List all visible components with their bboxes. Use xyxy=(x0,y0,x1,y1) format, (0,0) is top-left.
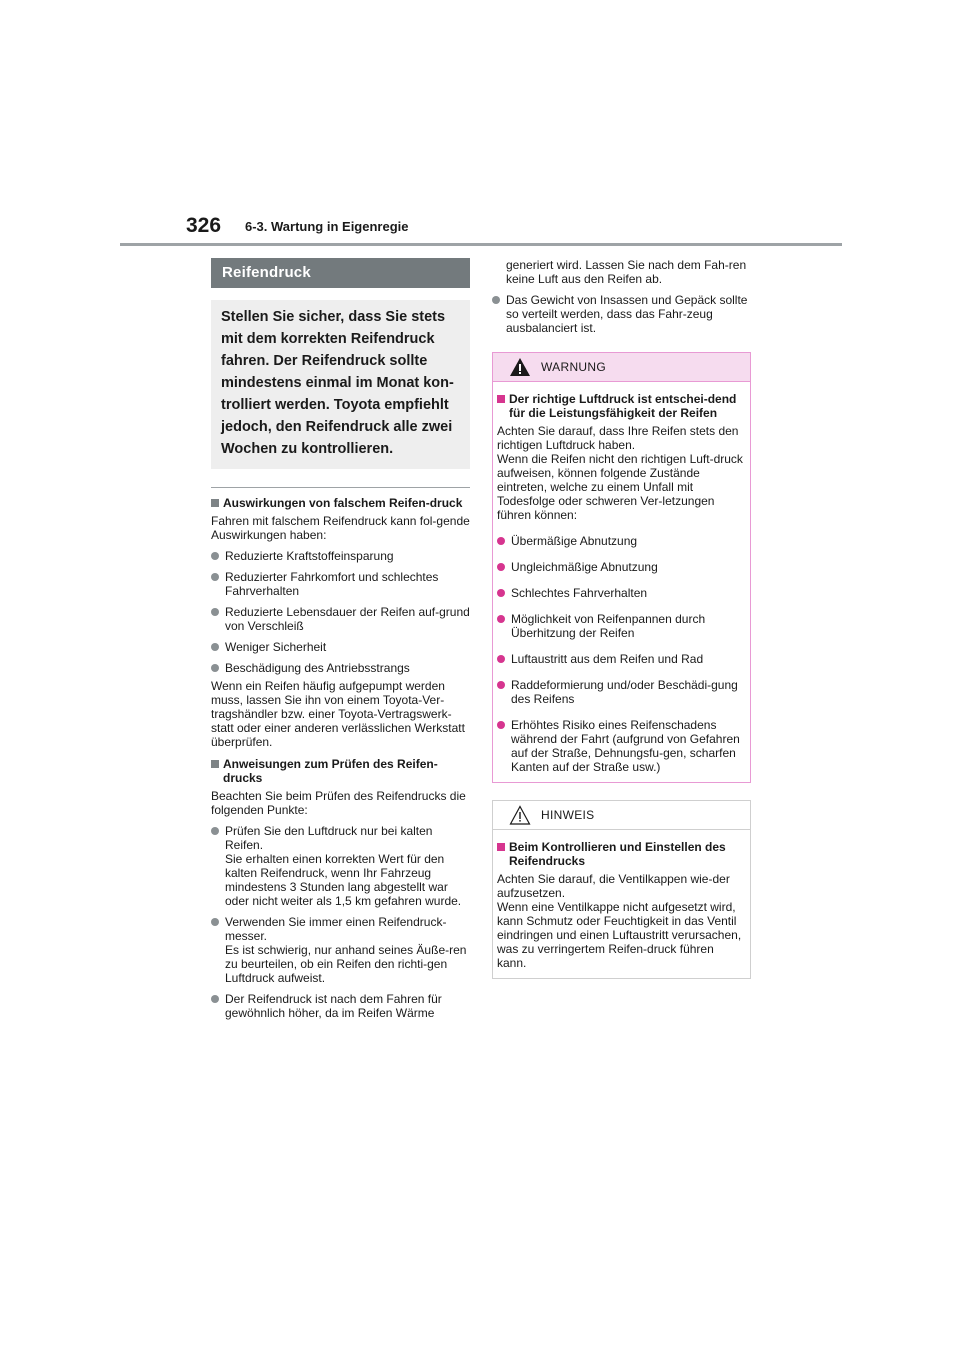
warning-triangle-icon xyxy=(509,357,531,382)
list-item xyxy=(211,605,470,633)
caution-triangle-icon xyxy=(509,805,531,830)
header-divider xyxy=(120,243,842,246)
warning-label: WARNUNG xyxy=(541,360,606,374)
list-item-text: Übermäßige Abnutzung xyxy=(511,534,638,548)
list-item-text: Reduzierter Fahrkomfort und schlechtes Fahrverhalten xyxy=(225,570,439,598)
note-paragraph: Achten Sie darauf, die Ventilkappen wie-der aufzusetzen. Wenn eine Ventilkappe nicht aufgesetzt wird, kann Schmutz oder Feuchtigkeit in das Ventil eindringen und einen Luftaustritt verursachen, was zu verringertem Reifen-druck führen kann. xyxy=(497,872,742,970)
paragraph: Wenn ein Reifen häufig aufgepumpt werden muss, lassen Sie ihn von einem Toyota-Ver-tragshändler bzw. einer Toyota-Vertragswerk-statt oder einer anderen verlässlichen Werkstatt überprüfen. xyxy=(211,679,465,749)
list-item-text: Raddeformierung und/oder Beschädi-gung des Reifens xyxy=(511,678,738,706)
list-item-text: Reduzierte Lebensdauer der Reifen auf-grund von Verschleiß xyxy=(225,605,470,633)
paragraph-continued: generiert wird. Lassen Sie nach dem Fah-ren keine Luft aus den Reifen ab. xyxy=(506,258,747,286)
page-number: 326 xyxy=(186,214,222,237)
bullet-dot-icon xyxy=(497,681,505,689)
paragraph: Fahren mit falschem Reifendruck kann fol-gende Auswirkungen haben: xyxy=(211,514,470,542)
list-item xyxy=(211,549,470,563)
section-title: 6-3. Wartung in Eigenregie xyxy=(245,219,409,234)
bullet-dot-icon xyxy=(497,589,505,597)
list-item-text: Der Reifendruck ist nach dem Fahren für gewöhnlich höher, da im Reifen Wärme xyxy=(225,992,442,1020)
bullet-dot-icon xyxy=(497,721,505,729)
bullet-dot-icon xyxy=(211,664,219,672)
warning-subheading xyxy=(497,392,746,420)
bullet-dot-icon xyxy=(211,827,219,835)
bullet-dot-icon xyxy=(211,995,219,1003)
list-item xyxy=(497,718,746,774)
bullet-dot-icon xyxy=(211,643,219,651)
bullet-dot-icon xyxy=(211,918,219,926)
list-item xyxy=(211,640,470,654)
warning-box xyxy=(492,352,751,783)
square-bullet-icon xyxy=(211,499,219,507)
paragraph: Beachten Sie beim Prüfen des Reifendrucks die folgenden Punkte: xyxy=(211,789,466,817)
bullet-dot-icon xyxy=(497,615,505,623)
subheading-instructions xyxy=(211,757,470,785)
subheading-text: Der richtige Luftdruck ist entschei-dend für die Leistungsfähigkeit der Reifen xyxy=(509,392,737,420)
list-item xyxy=(497,612,746,640)
list-item xyxy=(497,652,746,666)
bullet-dot-icon xyxy=(211,552,219,560)
section-heading: Reifendruck xyxy=(211,258,470,288)
list-item xyxy=(497,534,746,548)
square-bullet-icon xyxy=(497,843,505,851)
warning-paragraph: Achten Sie darauf, dass Ihre Reifen stets den richtigen Luftdruck haben. Wenn die Reifen nicht den richtigen Luft-druck aufweisen, können folgende Zustände eintreten, welche zu einem Unfall mit Todesfolge oder schweren Ver-letzungen führen können: xyxy=(497,424,743,522)
list-item-text: Weniger Sicherheit xyxy=(225,640,327,654)
list-item xyxy=(211,915,470,985)
warning-header xyxy=(493,353,750,382)
left-column xyxy=(211,258,470,1020)
list-item-text: Beschädigung des Antriebsstrangs xyxy=(225,661,410,675)
subheading-text: Anweisungen zum Prüfen des Reifen-drucks xyxy=(223,757,438,785)
intro-box: Stellen Sie sicher, dass Sie stets mit dem korrekten Reifendruck fahren. Der Reifendruck sollte mindestens einmal im Monat kon-trolliert werden. Toyota empfiehlt jedoch, den Reifendruck alle zwei Wochen zu kontrollieren. xyxy=(211,300,470,469)
list-item xyxy=(211,824,470,908)
bullet-dot-icon xyxy=(211,608,219,616)
subheading-text: Auswirkungen von falschem Reifen-druck xyxy=(223,496,463,510)
list-item xyxy=(492,293,751,335)
bullet-dot-icon xyxy=(211,573,219,581)
list-item-text: Möglichkeit von Reifenpannen durch Überhitzung der Reifen xyxy=(511,612,706,640)
subheading-text: Beim Kontrollieren und Einstellen des Reifendrucks xyxy=(509,840,726,868)
list-item-text: Ungleichmäßige Abnutzung xyxy=(511,560,658,574)
bullet-dot-icon xyxy=(497,655,505,663)
square-bullet-icon xyxy=(211,760,219,768)
bullet-dot-icon xyxy=(497,563,505,571)
list-item xyxy=(211,661,470,675)
list-item-text: Prüfen Sie den Luftdruck nur bei kalten Reifen. Sie erhalten einen korrekten Wert für den kalten Reifendruck, wenn Ihr Fahrzeug mindestens 3 Stunden lang abgestellt war oder nicht weiter als 1,5 km gefahren wurde. xyxy=(225,824,462,908)
list-item-text: Schlechtes Fahrverhalten xyxy=(511,586,648,600)
list-item xyxy=(497,586,746,600)
list-item-text: Luftaustritt aus dem Reifen und Rad xyxy=(511,652,704,666)
note-header xyxy=(493,801,750,830)
list-item-text: Verwenden Sie immer einen Reifendruck-messer. Es ist schwierig, nur anhand seines Äuße-ren zu beurteilen, ob ein Reifen den richti-gen Luftdruck aufweist. xyxy=(225,915,467,985)
square-bullet-icon xyxy=(497,395,505,403)
bullet-dot-icon xyxy=(497,537,505,545)
list-item xyxy=(211,992,470,1020)
bullet-dot-icon xyxy=(492,296,500,304)
subheading-effects xyxy=(211,496,470,510)
note-label: HINWEIS xyxy=(541,808,595,822)
list-item-text: Das Gewicht von Insassen und Gepäck sollte so verteilt werden, dass das Fahr-zeug ausbalanciert ist. xyxy=(506,293,748,335)
note-subheading xyxy=(497,840,746,868)
list-item-text: Reduzierte Kraftstoffeinsparung xyxy=(225,549,394,563)
list-item xyxy=(497,560,746,574)
divider xyxy=(211,487,470,488)
list-item xyxy=(497,678,746,706)
list-item-text: Erhöhtes Risiko eines Reifenschadens während der Fahrt (aufgrund von Gefahren auf der Straße, Dehnungsfu-gen, scharfen Kanten auf der Straße usw.) xyxy=(511,718,740,774)
note-box xyxy=(492,800,751,979)
list-item xyxy=(211,570,470,598)
right-column xyxy=(492,258,751,979)
